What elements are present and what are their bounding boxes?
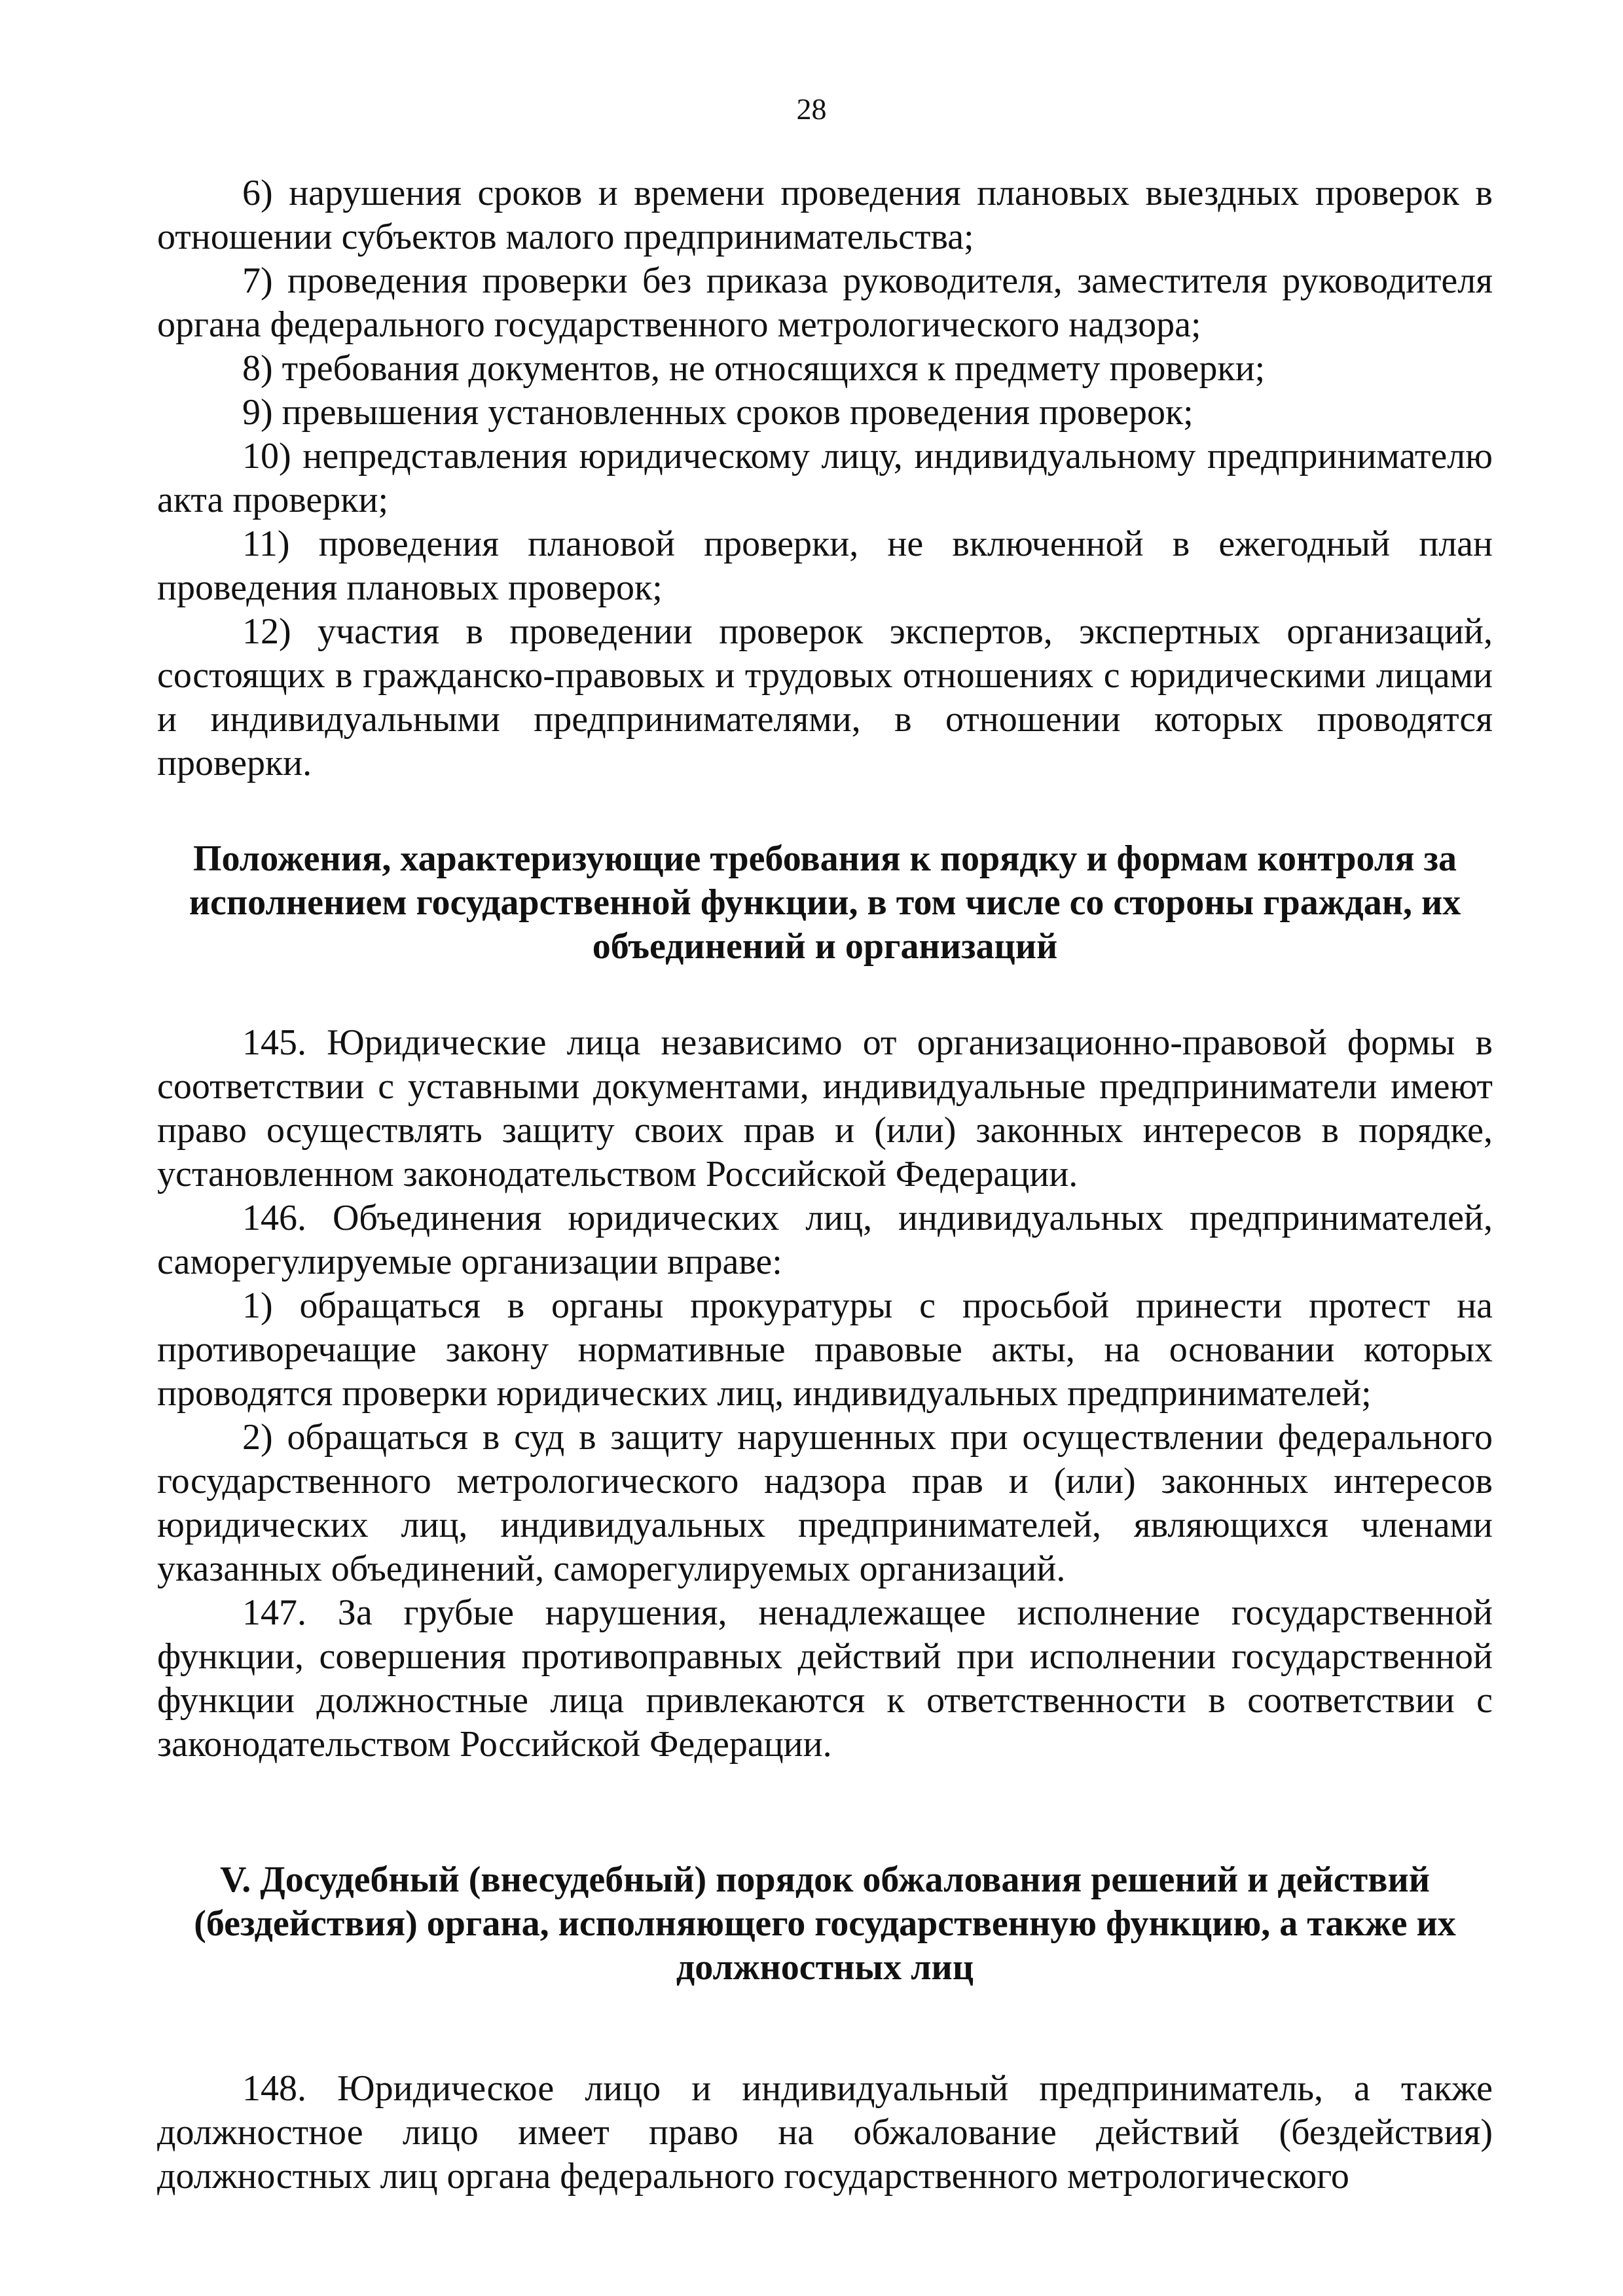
list-item-11: 11) проведения плановой проверки, не включенной в ежегодный план проведения плановых проверок; <box>157 524 1493 608</box>
list-item-6: 6) нарушения сроков и времени проведения плановых выездных проверок в отношении субъектов малого предпринимательства; <box>157 173 1493 257</box>
list-item-10: 10) непредставления юридическому лицу, индивидуальному предпринимателю акта проверки; <box>157 436 1493 520</box>
clause-146-item-1: 1) обращаться в органы прокуратуры с просьбой принести протест на противоречащие закону нормативные правовые акты, на основании которых проводятся проверки юридических лиц, индивидуальных предпринимателей; <box>157 1285 1493 1414</box>
list-item-8: 8) требования документов, не относящихся к предмету проверки; <box>242 348 1266 389</box>
list-item-12: 12) участия в проведении проверок экспертов, экспертных организаций, состоящих в гражданско-правовых и трудовых отношениях с юридическими лицами и индивидуальными предпринимателями, в отношении которых проводятся проверки. <box>157 611 1493 783</box>
clause-147: 147. За грубые нарушения, ненадлежащее исполнение государственной функции, совершения противоправных действий при исполнении государственной функции должностные лица привлекаются к ответственности в соответствии с законодательством Российской Федерации. <box>157 1592 1493 1765</box>
document-body <box>157 171 1493 2198</box>
clause-146-item-2: 2) обращаться в суд в защиту нарушенных при осуществлении федерального государственного метрологического надзора прав и (или) законных интересов юридических лиц, индивидуальных предпринимателей, являющихся членами указанных объединений, саморегулируемых организаций. <box>157 1417 1493 1589</box>
page-number: 28 <box>796 92 827 126</box>
clause-145: 145. Юридические лица независимо от организационно-правовой формы в соответствии с уставными документами, индивидуальные предприниматели имеют право осуществлять защиту своих прав и (или) законных интересов в порядке, установленном законодательством Российской Федерации. <box>157 1022 1493 1194</box>
section-heading-control: Положения, характеризующие требования к порядку и формам контроля за исполнением государственной функции, в том числе со стороны граждан, их объединений и организаций <box>189 838 1461 967</box>
section-heading-v: V. Досудебный (внесудебный) порядок обжалования решений и действий (бездействия) органа, исполняющего государственную функцию, а также их должностных лиц <box>194 1859 1456 1988</box>
list-item-7: 7) проведения проверки без приказа руководителя, заместителя руководителя органа федерального государственного метрологического надзора; <box>157 260 1493 345</box>
clause-146: 146. Объединения юридических лиц, индивидуальных предпринимателей, саморегулируемые организации вправе: <box>157 1198 1493 1282</box>
clause-148: 148. Юридическое лицо и индивидуальный предприниматель, а также должностное лицо имеет право на обжалование действий (бездействия) должностных лиц органа федерального государственного метрологического <box>157 2068 1493 2197</box>
list-item-9: 9) превышения установленных сроков проведения проверок; <box>242 392 1194 433</box>
